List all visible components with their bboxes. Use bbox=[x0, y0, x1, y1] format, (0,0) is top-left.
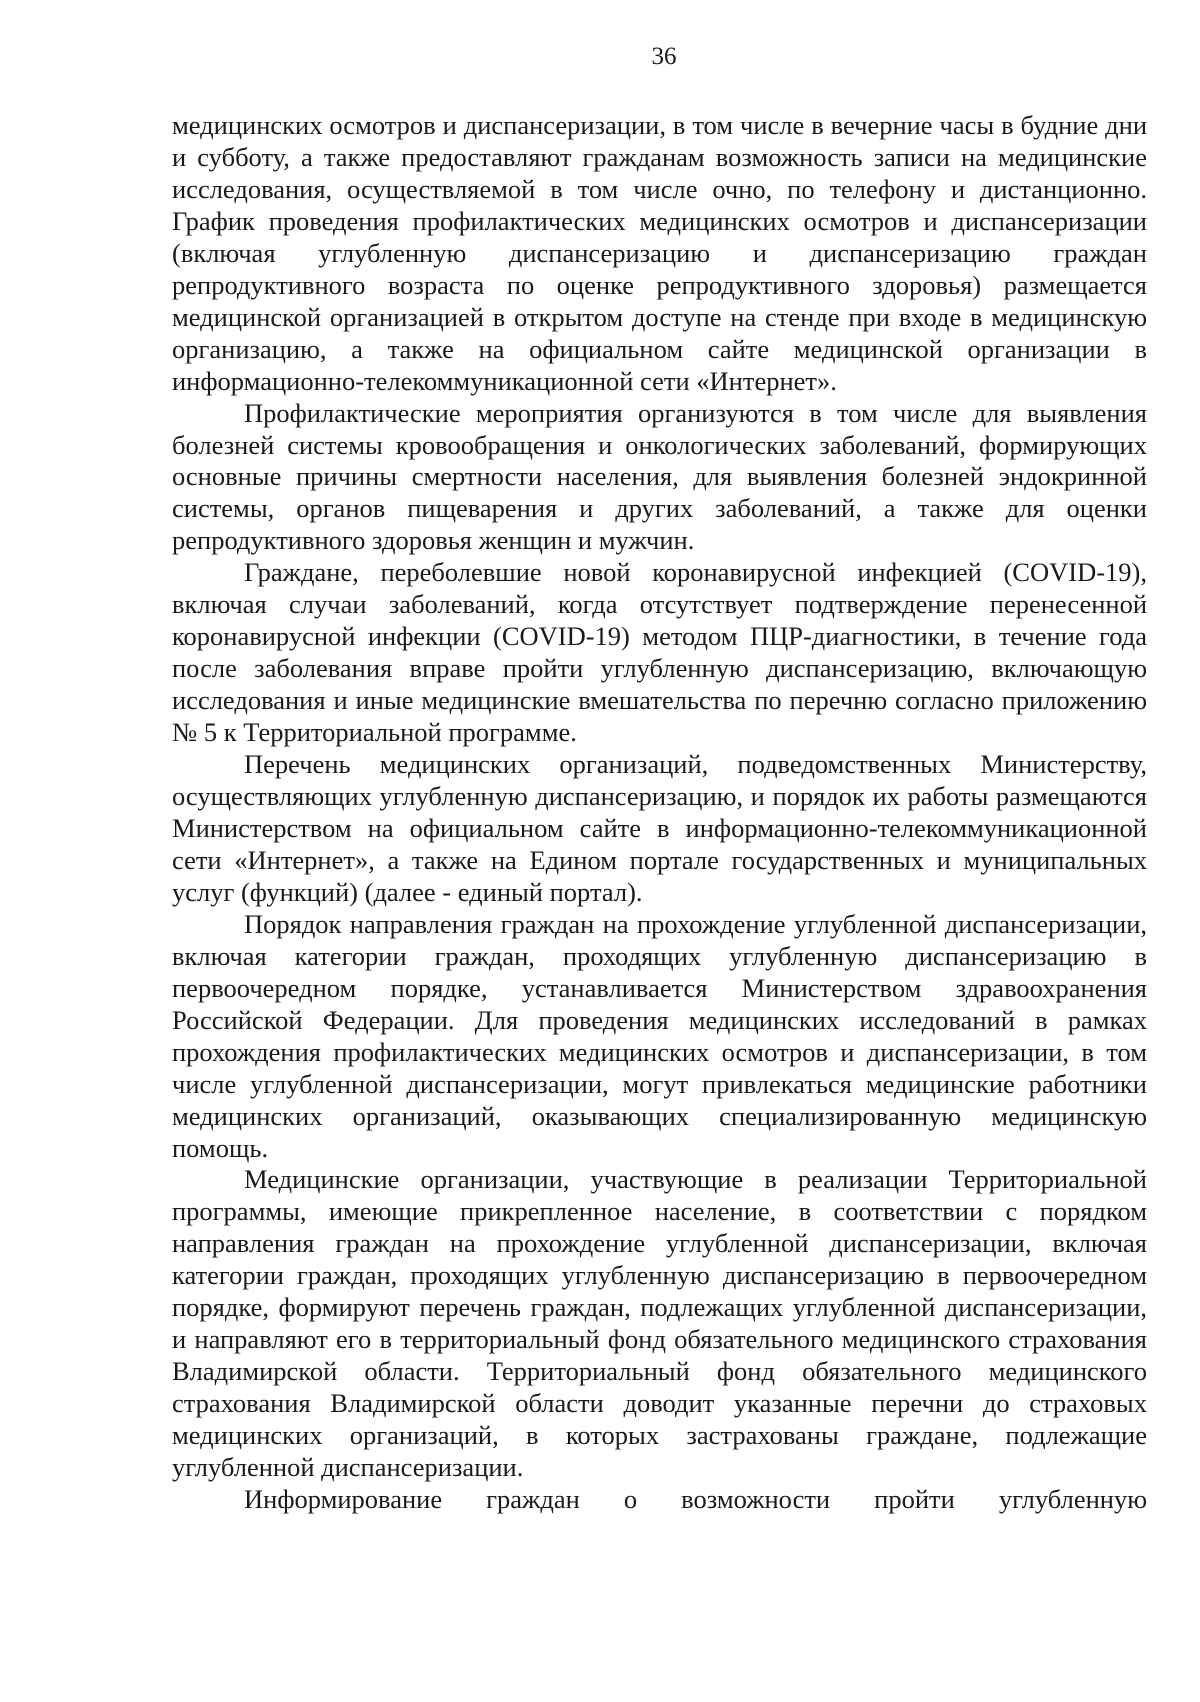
document-body bbox=[172, 110, 1147, 1516]
paragraph: Граждане, переболевшие новой коронавирусной инфекцией (COVID-19), включая случаи заболеваний, когда отсутствует подтверждение перенесенной коронавирусной инфекции (COVID-19) методом ПЦР-диагностики, в течение года после заболевания вправе пройти углубленную диспансеризацию, включающую исследования и иные медицинские вмешательства по перечню согласно приложению № 5 к Территориальной программе. bbox=[172, 557, 1147, 748]
paragraph: Профилактические мероприятия организуются в том числе для выявления болезней системы кровообращения и онкологических заболеваний, формирующих основные причины смертности населения, для выявления болезней эндокринной системы, органов пищеварения и других заболеваний, а также для оценки репродуктивного здоровья женщин и мужчин. bbox=[172, 397, 1147, 556]
page-number: 36 bbox=[651, 43, 677, 70]
paragraph-truncated: Информирование граждан о возможности пройти углубленную bbox=[244, 1483, 1147, 1514]
paragraph-continuation: медицинских осмотров и диспансеризации, в том числе в вечерние часы в будние дни и субботу, а также предоставляют гражданам возможность записи на медицинские исследования, осуществляемой в том числе очно, по телефону и дистанционно. График проведения профилактических медицинских осмотров и диспансеризации (включая углубленную диспансеризацию и диспансеризацию граждан репродуктивного возраста по оценке репродуктивного здоровья) размещается медицинской организацией в открытом доступе на стенде при входе в медицинскую организацию, а также на официальном сайте медицинской организации в информационно-телекоммуникационной сети «Интернет». bbox=[172, 110, 1147, 396]
paragraph: Медицинские организации, участвующие в реализации Территориальной программы, имеющие прикрепленное население, в соответствии с порядком направления граждан на прохождение углубленной диспансеризации, включая категории граждан, проходящих углубленную диспансеризацию в первоочередном порядке, формируют перечень граждан, подлежащих углубленной диспансеризации, и направляют его в территориальный фонд обязательного медицинского страхования Владимирской области. Территориальный фонд обязательного медицинского страхования Владимирской области доводит указанные перечни до страховых медицинских организаций, в которых застрахованы граждане, подлежащие углубленной диспансеризации. bbox=[172, 1164, 1147, 1483]
paragraph: Перечень медицинских организаций, подведомственных Министерству, осуществляющих углубленную диспансеризацию, и порядок их работы размещаются Министерством на официальном сайте в информационно-телекоммуникационной сети «Интернет», а также на Едином портале государственных и муниципальных услуг (функций) (далее - единый портал). bbox=[172, 749, 1147, 907]
paragraph: Порядок направления граждан на прохождение углубленной диспансеризации, включая категории граждан, проходящих углубленную диспансеризацию в первоочередном порядке, устанавливается Министерством здравоохранения Российской Федерации. Для проведения медицинских исследований в рамках прохождения профилактических медицинских осмотров и диспансеризации, в том числе углубленной диспансеризации, могут привлекаться медицинские работники медицинских организаций, оказывающих специализированную медицинскую помощь. bbox=[172, 908, 1147, 1163]
